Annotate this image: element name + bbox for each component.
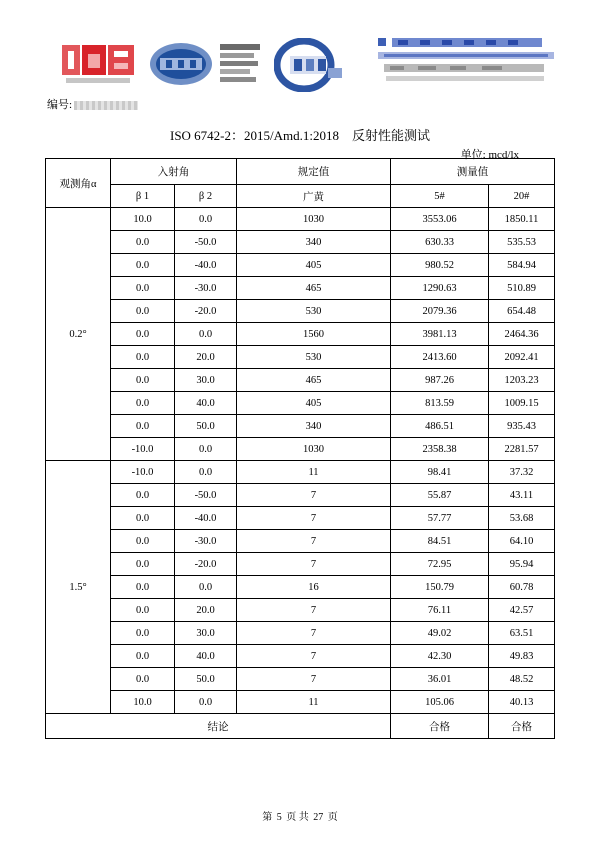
- beta1-cell: 10.0: [111, 208, 175, 231]
- beta2-cell: -30.0: [175, 530, 237, 553]
- beta1-cell: 0.0: [111, 645, 175, 668]
- sample-5-cell: 98.41: [391, 461, 489, 484]
- document-number-redacted: [74, 101, 138, 110]
- sample-20-cell: 95.94: [489, 553, 555, 576]
- beta1-cell: 0.0: [111, 392, 175, 415]
- table-row: [46, 553, 555, 576]
- beta1-cell: 0.0: [111, 553, 175, 576]
- sample-20-cell: 63.51: [489, 622, 555, 645]
- unit-label: 单位: mcd/lx: [460, 149, 519, 161]
- conclusion-sample-5: 合格: [391, 714, 489, 739]
- cma-logo: [60, 42, 136, 86]
- sample-5-cell: 76.11: [391, 599, 489, 622]
- spec-cell: 7: [237, 668, 391, 691]
- beta2-cell: 20.0: [175, 599, 237, 622]
- beta2-cell: 30.0: [175, 369, 237, 392]
- beta1-cell: 0.0: [111, 323, 175, 346]
- sample-5-cell: 987.26: [391, 369, 489, 392]
- spec-cell: 7: [237, 622, 391, 645]
- beta2-cell: -40.0: [175, 507, 237, 530]
- sample-5-cell: 2079.36: [391, 300, 489, 323]
- header-sample-20: 20#: [489, 185, 555, 208]
- sample-5-cell: 57.77: [391, 507, 489, 530]
- footer-page-number: 5: [276, 812, 282, 823]
- spec-cell: 11: [237, 691, 391, 714]
- organization-logo: [378, 36, 554, 96]
- spec-cell: 7: [237, 484, 391, 507]
- table-row: [46, 323, 555, 346]
- sample-20-cell: 584.94: [489, 254, 555, 277]
- beta1-cell: 0.0: [111, 415, 175, 438]
- observation-angle-cell: 1.5°: [46, 461, 111, 714]
- table-row: [46, 346, 555, 369]
- sample-5-cell: 105.06: [391, 691, 489, 714]
- table-body: [46, 159, 555, 739]
- table-row: [46, 484, 555, 507]
- beta1-cell: 0.0: [111, 668, 175, 691]
- sample-20-cell: 48.52: [489, 668, 555, 691]
- beta1-cell: -10.0: [111, 461, 175, 484]
- table-row: [46, 530, 555, 553]
- spec-cell: 405: [237, 392, 391, 415]
- sample-5-cell: 1290.63: [391, 277, 489, 300]
- table-row: [46, 208, 555, 231]
- spec-cell: 7: [237, 599, 391, 622]
- sample-20-cell: 40.13: [489, 691, 555, 714]
- table-row: [46, 668, 555, 691]
- conclusion-row: [46, 714, 555, 739]
- header-measured-value: 测量值: [391, 159, 555, 185]
- document-number-label: 编号:: [47, 99, 73, 111]
- table-row: [46, 369, 555, 392]
- table-row: [46, 507, 555, 530]
- spec-cell: 7: [237, 645, 391, 668]
- beta2-cell: 20.0: [175, 346, 237, 369]
- header-beta2: β 2: [175, 185, 237, 208]
- table-row: [46, 254, 555, 277]
- sample-20-cell: 37.32: [489, 461, 555, 484]
- table-row: [46, 645, 555, 668]
- beta2-cell: -50.0: [175, 231, 237, 254]
- table-row: [46, 300, 555, 323]
- table-row: [46, 438, 555, 461]
- page-title: ISO 6742-2：2015/Amd.1:2018 反射性能测试: [169, 128, 430, 143]
- spec-cell: 1030: [237, 208, 391, 231]
- sample-5-cell: 84.51: [391, 530, 489, 553]
- sample-5-cell: 980.52: [391, 254, 489, 277]
- beta2-cell: 0.0: [175, 438, 237, 461]
- sample-20-cell: 60.78: [489, 576, 555, 599]
- header-observation-angle: 观测角α: [46, 159, 111, 208]
- sample-5-cell: 2358.38: [391, 438, 489, 461]
- sample-5-cell: 42.30: [391, 645, 489, 668]
- page-footer: [0, 808, 600, 823]
- footer-total-pages: 27: [313, 812, 324, 823]
- sample-20-cell: 64.10: [489, 530, 555, 553]
- sample-5-cell: 3553.06: [391, 208, 489, 231]
- sample-20-cell: 49.83: [489, 645, 555, 668]
- table-row: [46, 691, 555, 714]
- spec-cell: 405: [237, 254, 391, 277]
- sample-5-cell: 55.87: [391, 484, 489, 507]
- spec-cell: 340: [237, 415, 391, 438]
- beta2-cell: -40.0: [175, 254, 237, 277]
- beta2-cell: 40.0: [175, 392, 237, 415]
- spec-cell: 465: [237, 369, 391, 392]
- sample-5-cell: 2413.60: [391, 346, 489, 369]
- sample-5-cell: 72.95: [391, 553, 489, 576]
- beta2-cell: 0.0: [175, 208, 237, 231]
- conclusion-label: 结论: [46, 714, 391, 739]
- sample-5-cell: 813.59: [391, 392, 489, 415]
- header-incidence-angle: 入射角: [111, 159, 237, 185]
- beta1-cell: 10.0: [111, 691, 175, 714]
- beta1-cell: 0.0: [111, 576, 175, 599]
- spec-cell: 465: [237, 277, 391, 300]
- table-row: [46, 461, 555, 484]
- sample-20-cell: 1850.11: [489, 208, 555, 231]
- beta2-cell: 50.0: [175, 668, 237, 691]
- sample-20-cell: 1203.23: [489, 369, 555, 392]
- beta1-cell: 0.0: [111, 231, 175, 254]
- spec-cell: 530: [237, 300, 391, 323]
- sample-20-cell: 43.11: [489, 484, 555, 507]
- header-spec-color: 广黄: [237, 185, 391, 208]
- spec-cell: 7: [237, 507, 391, 530]
- beta2-cell: 40.0: [175, 645, 237, 668]
- spec-cell: 340: [237, 231, 391, 254]
- ilac-logo: [274, 38, 344, 92]
- sample-20-cell: 935.43: [489, 415, 555, 438]
- table-row: [46, 599, 555, 622]
- sample-5-cell: 49.02: [391, 622, 489, 645]
- beta2-cell: -50.0: [175, 484, 237, 507]
- header-sample-5: 5#: [391, 185, 489, 208]
- sample-5-cell: 630.33: [391, 231, 489, 254]
- spec-cell: 11: [237, 461, 391, 484]
- cnas-logo: [148, 40, 214, 88]
- sample-20-cell: 2464.36: [489, 323, 555, 346]
- header-logos: [52, 30, 552, 100]
- sample-5-cell: 486.51: [391, 415, 489, 438]
- beta2-cell: 0.0: [175, 576, 237, 599]
- accreditation-mark: [220, 44, 260, 84]
- sample-20-cell: 42.57: [489, 599, 555, 622]
- beta2-cell: -30.0: [175, 277, 237, 300]
- beta2-cell: 0.0: [175, 323, 237, 346]
- spec-cell: 7: [237, 530, 391, 553]
- sample-20-cell: 53.68: [489, 507, 555, 530]
- footer-suffix: 页: [327, 812, 338, 823]
- beta2-cell: -20.0: [175, 553, 237, 576]
- sample-20-cell: 2281.57: [489, 438, 555, 461]
- sample-20-cell: 654.48: [489, 300, 555, 323]
- beta2-cell: 50.0: [175, 415, 237, 438]
- beta1-cell: 0.0: [111, 369, 175, 392]
- sample-5-cell: 36.01: [391, 668, 489, 691]
- sample-20-cell: 535.53: [489, 231, 555, 254]
- spec-cell: 1560: [237, 323, 391, 346]
- footer-prefix: 第: [262, 812, 273, 823]
- observation-angle-cell: 0.2°: [46, 208, 111, 461]
- table-row: [46, 392, 555, 415]
- table-row: [46, 622, 555, 645]
- sample-5-cell: 150.79: [391, 576, 489, 599]
- beta2-cell: 0.0: [175, 461, 237, 484]
- beta2-cell: -20.0: [175, 300, 237, 323]
- beta1-cell: -10.0: [111, 438, 175, 461]
- beta1-cell: 0.0: [111, 277, 175, 300]
- spec-cell: 1030: [237, 438, 391, 461]
- beta1-cell: 0.0: [111, 300, 175, 323]
- footer-mid: 页 共: [286, 812, 309, 823]
- table-row: [46, 231, 555, 254]
- spec-cell: 530: [237, 346, 391, 369]
- beta2-cell: 0.0: [175, 691, 237, 714]
- sample-20-cell: 2092.41: [489, 346, 555, 369]
- spec-cell: 7: [237, 553, 391, 576]
- header-beta1: β 1: [111, 185, 175, 208]
- beta2-cell: 30.0: [175, 622, 237, 645]
- table-row: [46, 576, 555, 599]
- beta1-cell: 0.0: [111, 530, 175, 553]
- conclusion-sample-20: 合格: [489, 714, 555, 739]
- sample-20-cell: 510.89: [489, 277, 555, 300]
- retroreflection-table: [45, 158, 555, 739]
- table-row: [46, 415, 555, 438]
- beta1-cell: 0.0: [111, 599, 175, 622]
- header-row-1: [46, 159, 555, 185]
- sample-20-cell: 1009.15: [489, 392, 555, 415]
- spec-cell: 16: [237, 576, 391, 599]
- document-number: [47, 96, 138, 112]
- sample-5-cell: 3981.13: [391, 323, 489, 346]
- beta1-cell: 0.0: [111, 254, 175, 277]
- beta1-cell: 0.0: [111, 484, 175, 507]
- beta1-cell: 0.0: [111, 346, 175, 369]
- beta1-cell: 0.0: [111, 507, 175, 530]
- beta1-cell: 0.0: [111, 622, 175, 645]
- table-row: [46, 277, 555, 300]
- header-specified-value: 规定值: [237, 159, 391, 185]
- header-row-2: [46, 185, 555, 208]
